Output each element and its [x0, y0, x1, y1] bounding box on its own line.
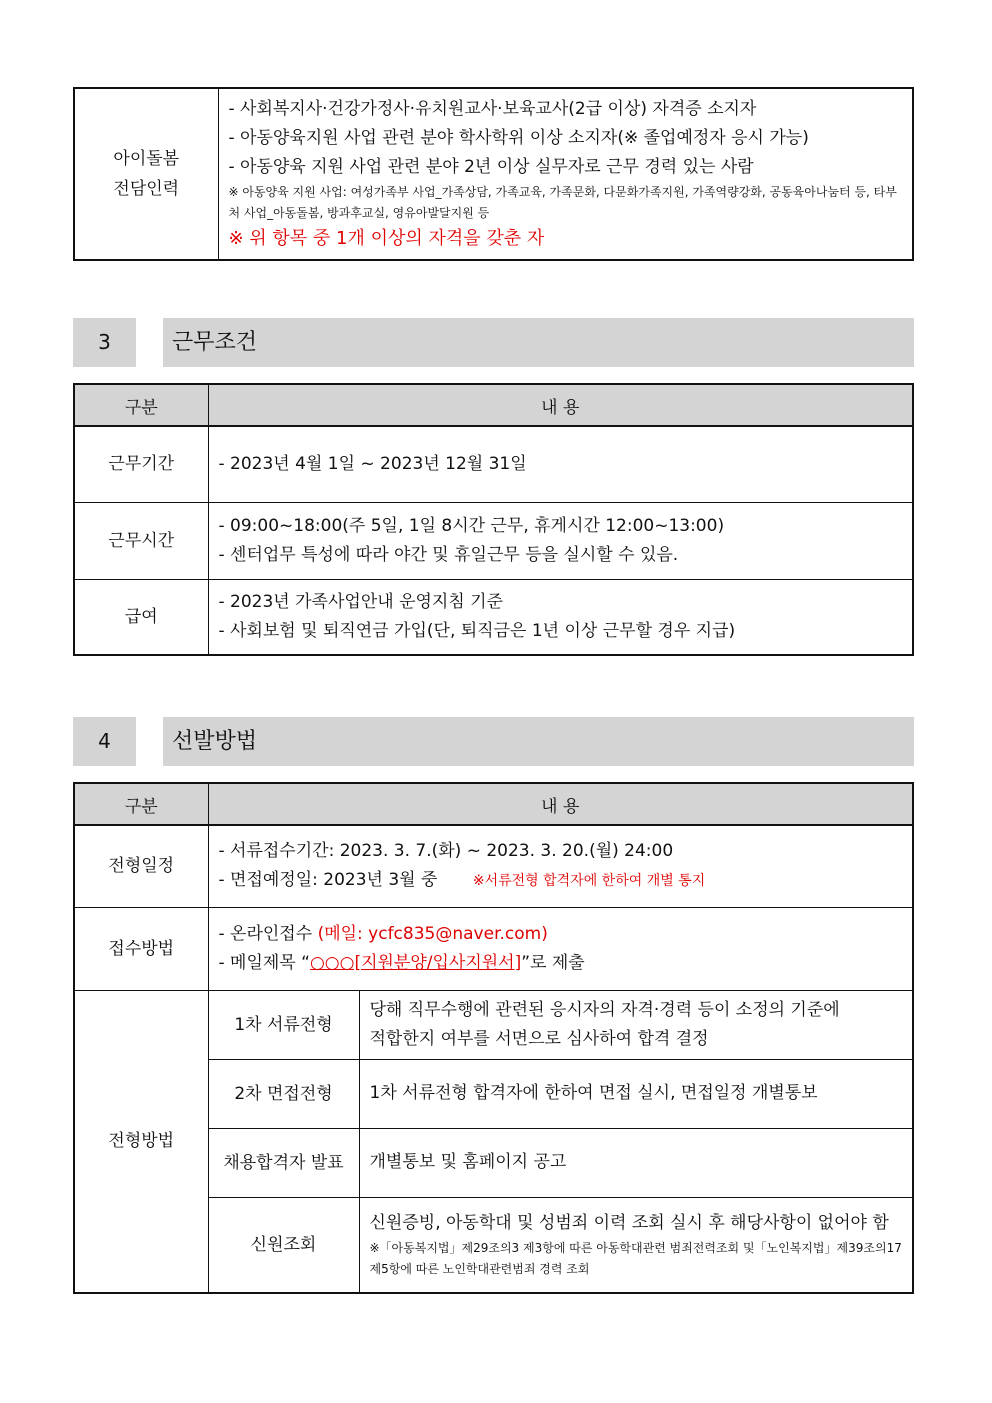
qualification-item: - 아동양육 지원 사업 관련 분야 2년 이상 실무자로 근무 경력 있는 사람 — [228, 157, 754, 177]
email-address: (메일: ycfc835@naver.com) — [317, 923, 548, 944]
table-row — [74, 426, 913, 502]
table-row — [74, 502, 913, 579]
section-3-header — [73, 318, 914, 367]
row-label: 근무시간 — [74, 502, 208, 579]
application-method-content — [208, 907, 913, 990]
section-number: 4 — [73, 717, 136, 766]
qualification-note: ※ 아동양육 지원 사업: 여성가족부 사업_가족상담, 가족교육, 가족문화, 다문화가족지원, 가족역량강화, 공동육아나눔터 등, 타부처 사업_아동돌봄, 방과후교실, 영유아발달지원 등 — [228, 185, 897, 220]
step-line: 당해 직무수행에 관련된 응시자의 자격·경력 등이 소정의 기준에 — [369, 999, 840, 1020]
row-line: - 09:00~18:00(주 5일, 1일 8시간 근무, 휴게시간 12:00~13:00) — [218, 515, 725, 536]
notification-note: ※서류전형 합격자에 한하여 개별 통지 — [472, 872, 706, 889]
column-header-category: 구분 — [74, 783, 208, 825]
subject-prefix: - 메일제목 “ — [218, 952, 310, 973]
step-line: 1차 서류전형 합격자에 한하여 면접 실시, 면접일정 개별통보 — [369, 1083, 818, 1103]
row-line: - 2023년 가족사업안내 운영지침 기준 — [218, 591, 503, 612]
column-header-content: 내 용 — [208, 783, 913, 825]
table-row — [74, 579, 913, 655]
work-conditions-table — [73, 383, 914, 656]
table-row — [74, 825, 913, 907]
qualification-content — [218, 88, 913, 260]
step-content — [359, 990, 913, 1059]
row-label: 근무기간 — [74, 426, 208, 502]
schedule-content — [208, 825, 913, 907]
method-line — [219, 920, 913, 949]
email-subject: ○○○[지원분양/입사지원서] — [309, 952, 522, 973]
interview-date: - 면접예정일: 2023년 3월 중 — [218, 869, 438, 890]
background-check-note: ※「아동복지법」제29조의3 제3항에 따른 아동학대관련 범죄전력조회 및「노인복지법」제39조의17 제5항에 따른 노인학대관련범죄 경력 조회 — [369, 1241, 902, 1277]
row-content — [208, 579, 913, 655]
row-line: - 센터업무 특성에 따라 야간 및 휴일근무 등을 실시할 수 있음. — [218, 544, 679, 565]
section-number: 3 — [73, 318, 136, 367]
row-label: 접수방법 — [74, 907, 208, 990]
step-name: 채용합격자 발표 — [208, 1128, 359, 1197]
qualification-item: - 사회복지사·건강가정사·유치원교사·보육교사(2급 이상) 자격증 소지자 — [228, 99, 757, 119]
method-line — [219, 949, 913, 978]
qualification-label-line: 전담인력 — [113, 179, 180, 199]
section-4-header — [73, 717, 914, 766]
step-content — [359, 1059, 913, 1128]
row-label: 전형일정 — [74, 825, 208, 907]
background-check-main: 신원증빙, 아동학대 및 성범죄 이력 조회 실시 후 해당사항이 없어야 함 — [369, 1213, 889, 1234]
step-line: 적합한지 여부를 서면으로 심사하여 합격 결정 — [369, 1028, 709, 1049]
row-line: - 2023년 4월 1일 ~ 2023년 12월 31일 — [218, 453, 527, 474]
table-row — [74, 990, 913, 1059]
table-row — [74, 907, 913, 990]
selection-method-table — [73, 782, 914, 1294]
step-name: 신원조회 — [208, 1197, 359, 1293]
row-content — [208, 502, 913, 579]
step-name: 2차 면접전형 — [208, 1059, 359, 1128]
step-line: 개별통보 및 홈페이지 공고 — [369, 1152, 567, 1172]
schedule-line: - 서류접수기간: 2023. 3. 7.(화) ~ 2023. 3. 20.(월) 24:00 — [218, 840, 674, 861]
online-label: - 온라인접수 — [218, 923, 318, 944]
row-label: 전형방법 — [74, 990, 208, 1293]
qualification-item: - 아동양육지원 사업 관련 분야 학사학위 이상 소지자(※ 졸업예정자 응시 가능) — [228, 128, 809, 148]
schedule-line — [219, 866, 913, 896]
qualification-table — [73, 87, 914, 261]
column-header-content: 내 용 — [208, 384, 913, 426]
step-name: 1차 서류전형 — [208, 990, 359, 1059]
section-title: 근무조건 — [163, 318, 914, 367]
row-label: 급여 — [74, 579, 208, 655]
subject-suffix: ”로 제출 — [521, 952, 585, 973]
step-content — [359, 1197, 913, 1293]
qualification-requirement: ※ 위 항목 중 1개 이상의 자격을 갖춘 자 — [228, 228, 545, 249]
row-line: - 사회보험 및 퇴직연금 가입(단, 퇴직금은 1년 이상 근무할 경우 지급) — [218, 620, 736, 641]
step-content — [359, 1128, 913, 1197]
column-header-category: 구분 — [74, 384, 208, 426]
row-content — [208, 426, 913, 502]
section-title: 선발방법 — [163, 717, 914, 766]
qualification-label — [74, 88, 218, 260]
qualification-label-line: 아이돌봄 — [113, 149, 180, 169]
